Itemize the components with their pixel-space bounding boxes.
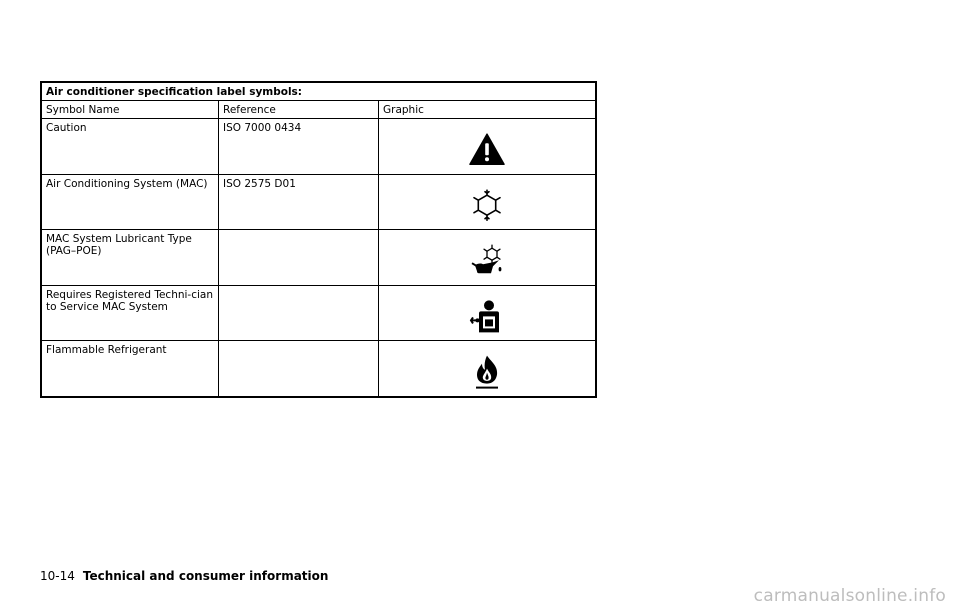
page-number: 10-14 — [40, 569, 75, 583]
section-title: Technical and consumer information — [82, 569, 329, 583]
oil-can-snowflake-icon — [469, 245, 505, 277]
table-title: Air conditioner specification label symbols: — [46, 85, 303, 98]
table-row — [42, 341, 595, 396]
reference-cell — [219, 230, 379, 285]
header-symbol-name: Symbol Name — [42, 101, 219, 118]
table-row — [42, 119, 595, 175]
graphic-cell — [379, 230, 595, 285]
symbol-name-cell: Air Conditioning System (MAC) — [42, 175, 219, 230]
reference-cell — [219, 286, 379, 341]
reference-cell — [219, 341, 379, 396]
table-row — [42, 286, 595, 342]
specification-table — [40, 81, 597, 398]
page-footer — [40, 569, 328, 583]
symbol-name-cell: Caution — [42, 119, 219, 174]
watermark: carmanualsonline.info — [753, 586, 946, 606]
snowflake-icon — [471, 189, 503, 221]
symbol-name-cell: MAC System Lubricant Type (PAG–POE) — [42, 230, 219, 285]
graphic-cell — [379, 119, 595, 174]
reference-cell: ISO 2575 D01 — [219, 175, 379, 230]
reference-cell: ISO 7000 0434 — [219, 119, 379, 174]
table-title-row — [42, 83, 595, 101]
header-graphic: Graphic — [383, 104, 424, 116]
table-row — [42, 175, 595, 231]
table-header-row — [42, 101, 595, 119]
symbol-name-cell: Flammable Refrigerant — [42, 341, 219, 396]
graphic-cell — [379, 341, 595, 396]
caution-triangle-icon — [469, 133, 505, 165]
graphic-cell — [379, 175, 595, 230]
graphic-cell — [379, 286, 595, 341]
flame-icon — [471, 354, 503, 390]
symbol-name-cell: Requires Registered Techni-cian to Service MAC System — [42, 286, 219, 341]
table-row — [42, 230, 595, 286]
header-reference: Reference — [219, 101, 379, 118]
technician-icon — [469, 299, 505, 333]
